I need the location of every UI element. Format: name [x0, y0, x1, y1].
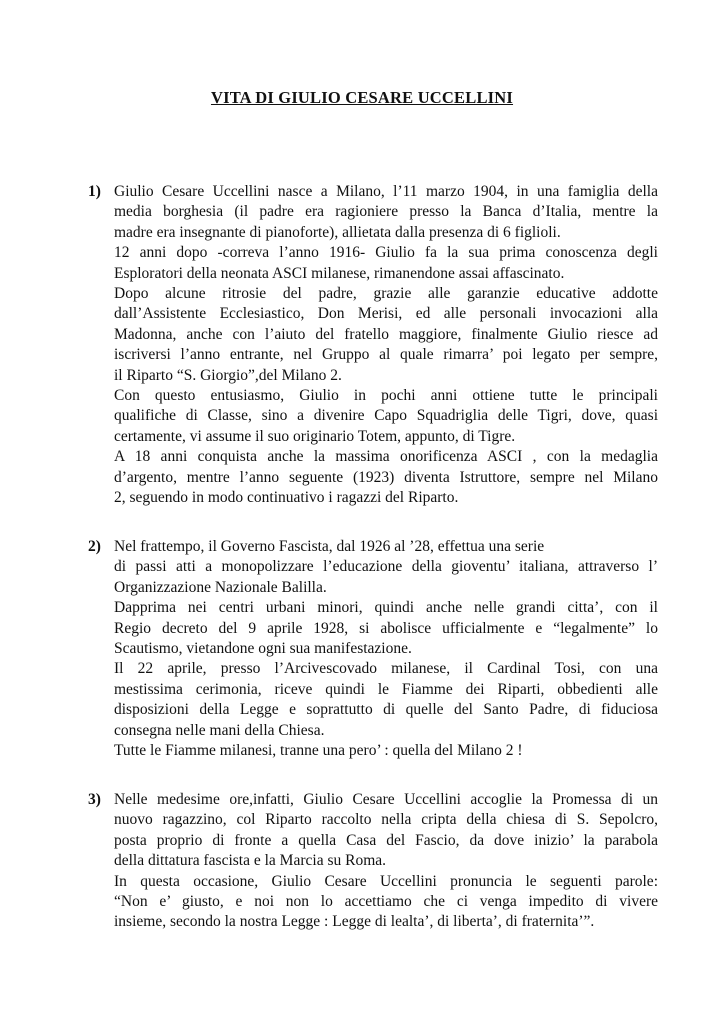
text-line: Nel frattempo, il Governo Fascista, dal 1926 al ’28, effettua una serie: [114, 538, 545, 555]
section-number: 1): [88, 183, 101, 200]
section-body: [114, 182, 658, 509]
paragraph: [114, 284, 658, 386]
text-line: il Riparto “S. Giorgio”,del Milano 2.: [114, 366, 342, 384]
document-title: VITA DI GIULIO CESARE UCCELLINI: [210, 88, 514, 107]
text-line: certamente, vi assume il suo originario Totem, appunto, di Tigre.: [114, 427, 516, 445]
text-line: consegna nelle mani della Chiesa.: [114, 721, 325, 739]
text-line: Esploratori della neonata ASCI milanese, rimanendone assai affascinato.: [114, 264, 565, 282]
text-line: 12 anni dopo -correva l’anno 1916- Giulio fa la sua prima conoscenza degli: [114, 244, 658, 262]
paragraph: [114, 386, 658, 447]
section-body: [114, 790, 658, 933]
paragraph: [114, 447, 658, 508]
text-line: media borghesia (il padre era ragioniere presso la Banca d’Italia, mentre la: [114, 203, 658, 221]
text-line: madre era insegnante di pianoforte), allietata dalla presenza di 6 figlioli.: [114, 223, 561, 241]
text-line: Tutte le Fiamme milanesi, tranne una pero’ : quella del Milano 2 !: [114, 742, 523, 760]
text-line: Nelle medesime ore,infatti, Giulio Cesare Uccellini accoglie la Promessa di un: [114, 791, 658, 808]
text-line: Dopo alcune ritrosie del padre, grazie alle garanzie educative addotte: [114, 285, 658, 303]
paragraph: [114, 790, 658, 872]
text-line: Il 22 aprile, presso l’Arcivescovado milanese, il Cardinal Tosi, con una: [114, 660, 658, 678]
paragraph: [114, 182, 658, 243]
paragraph: [114, 537, 658, 598]
text-line: di passi atti a monopolizzare l’educazione della gioventu’ italiana, attraverso l’: [114, 558, 658, 576]
text-line: dall’Assistente Ecclesiastico, Don Merisi, ed alle personali invocazioni alla: [114, 305, 658, 323]
text-line: Organizzazione Nazionale Balilla.: [114, 578, 327, 596]
text-line: Giulio Cesare Uccellini nasce a Milano, l’11 marzo 1904, in una famiglia della: [114, 183, 658, 200]
text-line: Scautismo, vietandone ogni sua manifestazione.: [114, 640, 412, 658]
text-line: A 18 anni conquista anche la massima onorificenza ASCI , con la medaglia: [114, 448, 658, 466]
text-line: mestissima cerimonia, riceve quindi le Fiamme dei Riparti, obbedienti alle: [114, 680, 658, 698]
text-line: “Non e’ giusto, e noi non lo accettiamo che ci venga impedito di vivere: [114, 893, 658, 911]
text-line: insieme, secondo la nostra Legge : Legge di lealta’, di liberta’, di fraternita’”.: [114, 913, 595, 931]
text-line: Madonna, anche con l’aiuto del fratello maggiore, finalmente Giulio riesce ad: [114, 325, 658, 343]
text-line: posta proprio di fronte a quella Casa del Fascio, da dove inizio’ la parabola: [114, 831, 658, 849]
paragraph: [114, 741, 658, 761]
text-line: Dapprima nei centri urbani minori, quindi anche nelle grandi citta’, con il: [114, 599, 658, 617]
section-number: 3): [88, 791, 101, 808]
text-line: iscriversi l’anno entrante, nel Gruppo al quale rimarra’ poi legato per sempre,: [114, 346, 658, 364]
text-line: della dittatura fascista e la Marcia su Roma.: [114, 852, 387, 870]
paragraph: [114, 872, 658, 933]
text-line: Con questo entusiasmo, Giulio in pochi anni ottiene tutte le principali: [114, 387, 658, 405]
paragraph: [114, 659, 658, 741]
text-line: qualifiche di Classe, sino a divenire Capo Squadriglia delle Tigri, dove, quasi: [114, 407, 658, 425]
text-line: Regio decreto del 9 aprile 1928, si abolisce ufficialmente e “legalmente” lo: [114, 619, 658, 637]
paragraph: [114, 243, 658, 284]
section-number: 2): [88, 538, 101, 555]
text-line: d’argento, mentre l’anno seguente (1923) diventa Istruttore, sempre nel Milano: [114, 468, 658, 486]
text-line: nuovo ragazzino, col Riparto raccolto nella cripta della chiesa di S. Sepolcro,: [114, 811, 658, 829]
text-line: 2, seguendo in modo continuativo i ragazzi del Riparto.: [114, 489, 459, 507]
paragraph: [114, 598, 658, 659]
text-line: In questa occasione, Giulio Cesare Uccellini pronuncia le seguenti parole:: [114, 872, 658, 890]
text-line: disposizioni della Legge e soprattutto di quelle del Santo Padre, di fiduciosa: [114, 701, 658, 719]
section-body: [114, 537, 658, 761]
